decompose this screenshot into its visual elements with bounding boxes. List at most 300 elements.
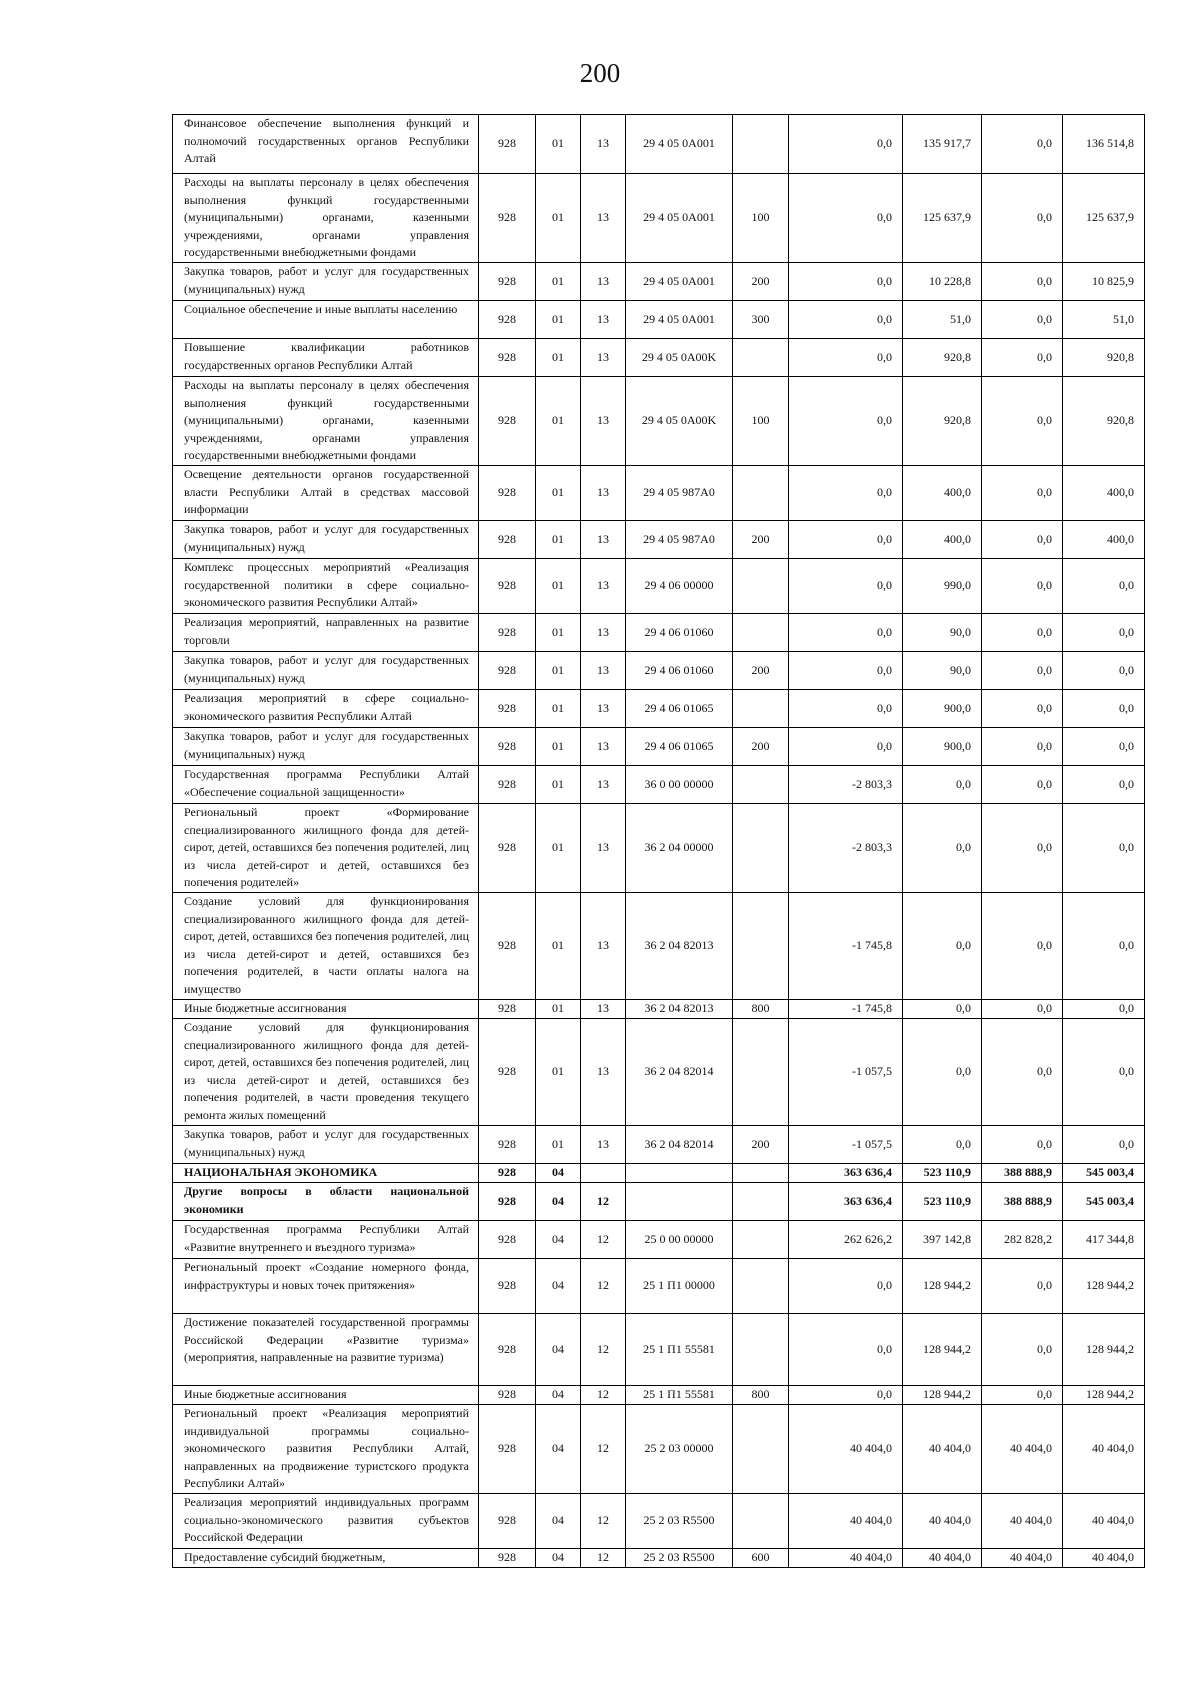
subsection-code-cell: 13 [581,115,626,174]
section-code-cell: 01 [536,339,581,377]
table-row [173,1405,1145,1494]
amount-cell-4: 51,0 [1063,301,1145,339]
amount-cell-3: 0,0 [982,804,1063,893]
subsection-code-cell: 13 [581,614,626,652]
section-code-cell: 04 [536,1405,581,1494]
subsection-code-cell [581,1164,626,1183]
amount-cell-2: 523 110,9 [903,1183,982,1221]
table-row [173,1386,1145,1405]
amount-cell-2: 10 228,8 [903,263,982,301]
amount-cell-2: 0,0 [903,893,982,1000]
amount-cell-3: 388 888,9 [982,1164,1063,1183]
expense-type-cell: 100 [733,174,789,263]
target-article-cell: 36 2 04 82014 [626,1019,733,1126]
amount-cell-2: 397 142,8 [903,1221,982,1259]
section-code-cell: 01 [536,1000,581,1019]
section-code-cell: 01 [536,115,581,174]
amount-cell-2: 920,8 [903,377,982,466]
table-row [173,1221,1145,1259]
subsection-code-cell: 13 [581,893,626,1000]
section-code-cell: 01 [536,893,581,1000]
amount-cell-4: 0,0 [1063,728,1145,766]
row-name-cell: Закупка товаров, работ и услуг для государственных (муниципальных) нужд [173,1126,479,1164]
expense-type-cell: 200 [733,1126,789,1164]
target-article-cell: 29 4 06 01065 [626,690,733,728]
ministry-code-cell: 928 [479,1549,536,1568]
subsection-code-cell: 12 [581,1386,626,1405]
subsection-code-cell: 12 [581,1259,626,1314]
ministry-code-cell: 928 [479,115,536,174]
amount-cell-1: -1 745,8 [789,1000,903,1019]
target-article-cell: 36 0 00 00000 [626,766,733,804]
amount-cell-1: 0,0 [789,377,903,466]
target-article-cell: 29 4 05 0A001 [626,115,733,174]
amount-cell-2: 400,0 [903,466,982,521]
expense-type-cell [733,1494,789,1549]
table-row [173,339,1145,377]
amount-cell-2: 0,0 [903,766,982,804]
amount-cell-1: 0,0 [789,115,903,174]
row-name-cell: Реализация мероприятий в сфере социально-экономического развития Республики Алтай [173,690,479,728]
ministry-code-cell: 928 [479,893,536,1000]
row-name-cell: Расходы на выплаты персоналу в целях обеспечения выполнения функций государственными (муниципальными) органами, казенными учреждениями, органами управления государственными внебюджетными фондами [173,174,479,263]
amount-cell-3: 0,0 [982,652,1063,690]
target-article-cell: 25 0 00 00000 [626,1221,733,1259]
row-name-cell: Реализация мероприятий, направленных на развитие торговли [173,614,479,652]
target-article-cell: 29 4 05 0A001 [626,301,733,339]
amount-cell-3: 40 404,0 [982,1494,1063,1549]
amount-cell-1: 0,0 [789,301,903,339]
amount-cell-4: 0,0 [1063,1000,1145,1019]
amount-cell-3: 0,0 [982,893,1063,1000]
ministry-code-cell: 928 [479,1259,536,1314]
subsection-code-cell: 13 [581,804,626,893]
expense-type-cell [733,1221,789,1259]
amount-cell-3: 0,0 [982,766,1063,804]
target-article-cell: 25 2 03 00000 [626,1405,733,1494]
table-row [173,1019,1145,1126]
table-row [173,377,1145,466]
row-name-cell: Предоставление субсидий бюджетным, [173,1549,479,1568]
row-name-cell: Повышение квалификации работников государственных органов Республики Алтай [173,339,479,377]
row-name-cell: Закупка товаров, работ и услуг для государственных (муниципальных) нужд [173,728,479,766]
expense-type-cell [733,339,789,377]
amount-cell-1: -1 745,8 [789,893,903,1000]
table-row [173,1259,1145,1314]
expense-type-cell [733,115,789,174]
target-article-cell [626,1183,733,1221]
amount-cell-3: 0,0 [982,559,1063,614]
expense-type-cell [733,690,789,728]
expense-type-cell [733,559,789,614]
amount-cell-2: 135 917,7 [903,115,982,174]
ministry-code-cell: 928 [479,614,536,652]
row-name-cell: Создание условий для функционирования специализированного жилищного фонда для детей-сирот, детей, оставшихся без попечения родителей, лиц из числа детей-сирот и детей, оставшихся без попечения родителей, в части оплаты налога на имущество [173,893,479,1000]
amount-cell-4: 920,8 [1063,339,1145,377]
subsection-code-cell: 12 [581,1221,626,1259]
amount-cell-1: 0,0 [789,466,903,521]
ministry-code-cell: 928 [479,1494,536,1549]
ministry-code-cell: 928 [479,1019,536,1126]
subsection-code-cell: 13 [581,521,626,559]
target-article-cell: 25 1 П1 00000 [626,1259,733,1314]
amount-cell-1: 40 404,0 [789,1549,903,1568]
amount-cell-1: 0,0 [789,690,903,728]
section-code-cell: 01 [536,377,581,466]
amount-cell-2: 128 944,2 [903,1259,982,1314]
amount-cell-3: 0,0 [982,1386,1063,1405]
amount-cell-2: 523 110,9 [903,1164,982,1183]
amount-cell-1: 40 404,0 [789,1405,903,1494]
ministry-code-cell: 928 [479,301,536,339]
ministry-code-cell: 928 [479,1126,536,1164]
row-name-cell: Другие вопросы в области национальной экономики [173,1183,479,1221]
table-row [173,559,1145,614]
section-code-cell: 01 [536,728,581,766]
row-name-cell: Освещение деятельности органов государственной власти Республики Алтай в средствах массовой информации [173,466,479,521]
amount-cell-3: 0,0 [982,614,1063,652]
amount-cell-2: 40 404,0 [903,1549,982,1568]
amount-cell-4: 128 944,2 [1063,1259,1145,1314]
subsection-code-cell: 13 [581,1019,626,1126]
target-article-cell: 29 4 06 01060 [626,614,733,652]
section-code-cell: 04 [536,1314,581,1386]
subsection-code-cell: 13 [581,728,626,766]
ministry-code-cell: 928 [479,559,536,614]
expense-type-cell: 300 [733,301,789,339]
amount-cell-1: 0,0 [789,728,903,766]
row-name-cell: Закупка товаров, работ и услуг для государственных (муниципальных) нужд [173,263,479,301]
subsection-code-cell: 13 [581,766,626,804]
subsection-code-cell: 13 [581,690,626,728]
row-name-cell: Финансовое обеспечение выполнения функций и полномочий государственных органов Республики Алтай [173,115,479,174]
section-code-cell: 01 [536,301,581,339]
ministry-code-cell: 928 [479,1221,536,1259]
table-row [173,766,1145,804]
section-code-cell: 04 [536,1183,581,1221]
expense-type-cell [733,1183,789,1221]
page-number: 200 [579,58,621,88]
amount-cell-3: 0,0 [982,1019,1063,1126]
target-article-cell: 36 2 04 82013 [626,893,733,1000]
row-name-cell: Комплекс процессных мероприятий «Реализация государственной политики в сфере социально-экономического развития Республики Алтай» [173,559,479,614]
subsection-code-cell: 13 [581,466,626,521]
amount-cell-2: 0,0 [903,1019,982,1126]
amount-cell-2: 90,0 [903,614,982,652]
amount-cell-2: 990,0 [903,559,982,614]
amount-cell-1: 0,0 [789,339,903,377]
amount-cell-2: 900,0 [903,728,982,766]
amount-cell-4: 417 344,8 [1063,1221,1145,1259]
ministry-code-cell: 928 [479,1000,536,1019]
expense-type-cell: 200 [733,521,789,559]
amount-cell-4: 545 003,4 [1063,1164,1145,1183]
section-code-cell: 04 [536,1386,581,1405]
amount-cell-4: 920,8 [1063,377,1145,466]
target-article-cell: 29 4 05 987A0 [626,521,733,559]
section-code-cell: 01 [536,174,581,263]
amount-cell-1: 0,0 [789,1386,903,1405]
section-code-cell: 01 [536,652,581,690]
budget-table-body [173,115,1145,1568]
subsection-code-cell: 12 [581,1314,626,1386]
expense-type-cell: 800 [733,1386,789,1405]
amount-cell-3: 0,0 [982,690,1063,728]
ministry-code-cell: 928 [479,1314,536,1386]
section-code-cell: 01 [536,614,581,652]
amount-cell-1: 363 636,4 [789,1183,903,1221]
section-code-cell: 04 [536,1259,581,1314]
row-name-cell: Региональный проект «Формирование специализированного жилищного фонда для детей-сирот, детей, оставшихся без попечения родителей, лиц из числа детей-сирот и детей, оставшихся без попечения родителей» [173,804,479,893]
target-article-cell: 25 2 03 R5500 [626,1549,733,1568]
amount-cell-2: 0,0 [903,1126,982,1164]
amount-cell-1: -1 057,5 [789,1126,903,1164]
target-article-cell: 25 1 П1 55581 [626,1314,733,1386]
amount-cell-3: 0,0 [982,174,1063,263]
expense-type-cell [733,1314,789,1386]
row-name-cell: Иные бюджетные ассигнования [173,1386,479,1405]
amount-cell-3: 388 888,9 [982,1183,1063,1221]
amount-cell-1: 0,0 [789,614,903,652]
expense-type-cell: 200 [733,263,789,301]
row-name-cell: НАЦИОНАЛЬНАЯ ЭКОНОМИКА [173,1164,479,1183]
target-article-cell: 29 4 06 01065 [626,728,733,766]
amount-cell-4: 0,0 [1063,652,1145,690]
budget-table [172,114,1145,1568]
table-row [173,804,1145,893]
target-article-cell [626,1164,733,1183]
amount-cell-1: 363 636,4 [789,1164,903,1183]
ministry-code-cell: 928 [479,377,536,466]
amount-cell-4: 40 404,0 [1063,1405,1145,1494]
table-row [173,115,1145,174]
amount-cell-1: 0,0 [789,1259,903,1314]
ministry-code-cell: 928 [479,174,536,263]
ministry-code-cell: 928 [479,728,536,766]
amount-cell-1: 0,0 [789,174,903,263]
amount-cell-1: 0,0 [789,521,903,559]
row-name-cell: Государственная программа Республики Алтай «Обеспечение социальной защищенности» [173,766,479,804]
row-name-cell: Региональный проект «Создание номерного фонда, инфраструктуры и новых точек притяжения» [173,1259,479,1314]
amount-cell-2: 125 637,9 [903,174,982,263]
target-article-cell: 36 2 04 82014 [626,1126,733,1164]
amount-cell-2: 900,0 [903,690,982,728]
subsection-code-cell: 13 [581,263,626,301]
target-article-cell: 36 2 04 82013 [626,1000,733,1019]
subsection-code-cell: 13 [581,1000,626,1019]
expense-type-cell: 200 [733,728,789,766]
amount-cell-4: 545 003,4 [1063,1183,1145,1221]
amount-cell-4: 0,0 [1063,614,1145,652]
amount-cell-3: 0,0 [982,339,1063,377]
amount-cell-2: 920,8 [903,339,982,377]
amount-cell-4: 0,0 [1063,690,1145,728]
row-name-cell: Реализация мероприятий индивидуальных программ социально-экономического развития субъектов Российской Федерации [173,1494,479,1549]
section-code-cell: 01 [536,1019,581,1126]
ministry-code-cell: 928 [479,1183,536,1221]
expense-type-cell: 200 [733,652,789,690]
expense-type-cell [733,893,789,1000]
amount-cell-2: 40 404,0 [903,1494,982,1549]
subsection-code-cell: 13 [581,559,626,614]
expense-type-cell [733,466,789,521]
row-name-cell: Региональный проект «Реализация мероприятий индивидуальной программы социально-экономического развития Республики Алтай, направленных на продвижение туристского продукта Республики Алтай» [173,1405,479,1494]
amount-cell-2: 0,0 [903,804,982,893]
amount-cell-4: 0,0 [1063,559,1145,614]
section-code-cell: 01 [536,466,581,521]
amount-cell-1: 40 404,0 [789,1494,903,1549]
expense-type-cell: 600 [733,1549,789,1568]
target-article-cell: 29 4 05 0A001 [626,263,733,301]
amount-cell-3: 0,0 [982,1314,1063,1386]
amount-cell-1: 0,0 [789,263,903,301]
amount-cell-2: 128 944,2 [903,1386,982,1405]
table-row [173,1000,1145,1019]
ministry-code-cell: 928 [479,652,536,690]
amount-cell-3: 0,0 [982,521,1063,559]
ministry-code-cell: 928 [479,521,536,559]
table-row [173,1314,1145,1386]
amount-cell-3: 0,0 [982,728,1063,766]
subsection-code-cell: 13 [581,1126,626,1164]
table-row [173,1164,1145,1183]
amount-cell-4: 0,0 [1063,804,1145,893]
amount-cell-3: 282 828,2 [982,1221,1063,1259]
table-row [173,466,1145,521]
expense-type-cell [733,1019,789,1126]
expense-type-cell [733,804,789,893]
ministry-code-cell: 928 [479,1386,536,1405]
ministry-code-cell: 928 [479,339,536,377]
expense-type-cell: 100 [733,377,789,466]
section-code-cell: 01 [536,559,581,614]
table-row [173,690,1145,728]
ministry-code-cell: 928 [479,804,536,893]
amount-cell-3: 0,0 [982,263,1063,301]
row-name-cell: Иные бюджетные ассигнования [173,1000,479,1019]
subsection-code-cell: 13 [581,301,626,339]
row-name-cell: Государственная программа Республики Алтай «Развитие внутреннего и въездного туризма» [173,1221,479,1259]
ministry-code-cell: 928 [479,466,536,521]
amount-cell-4: 136 514,8 [1063,115,1145,174]
table-row [173,1494,1145,1549]
target-article-cell: 29 4 05 987A0 [626,466,733,521]
amount-cell-1: -1 057,5 [789,1019,903,1126]
amount-cell-2: 51,0 [903,301,982,339]
subsection-code-cell: 12 [581,1405,626,1494]
target-article-cell: 29 4 06 01060 [626,652,733,690]
table-row [173,614,1145,652]
table-row [173,521,1145,559]
section-code-cell: 04 [536,1494,581,1549]
section-code-cell: 04 [536,1549,581,1568]
amount-cell-1: 0,0 [789,652,903,690]
ministry-code-cell: 928 [479,263,536,301]
expense-type-cell [733,1164,789,1183]
table-row [173,301,1145,339]
expense-type-cell [733,1405,789,1494]
target-article-cell: 36 2 04 00000 [626,804,733,893]
section-code-cell: 04 [536,1164,581,1183]
subsection-code-cell: 12 [581,1494,626,1549]
amount-cell-1: -2 803,3 [789,766,903,804]
amount-cell-4: 125 637,9 [1063,174,1145,263]
section-code-cell: 01 [536,690,581,728]
table-row [173,652,1145,690]
ministry-code-cell: 928 [479,690,536,728]
row-name-cell: Закупка товаров, работ и услуг для государственных (муниципальных) нужд [173,652,479,690]
ministry-code-cell: 928 [479,766,536,804]
section-code-cell: 01 [536,521,581,559]
amount-cell-3: 0,0 [982,1000,1063,1019]
table-row [173,1183,1145,1221]
amount-cell-3: 0,0 [982,301,1063,339]
amount-cell-3: 0,0 [982,466,1063,521]
amount-cell-2: 128 944,2 [903,1314,982,1386]
amount-cell-3: 0,0 [982,1259,1063,1314]
target-article-cell: 25 1 П1 55581 [626,1386,733,1405]
table-row [173,263,1145,301]
subsection-code-cell: 13 [581,377,626,466]
amount-cell-3: 0,0 [982,377,1063,466]
target-article-cell: 29 4 05 0A00K [626,339,733,377]
amount-cell-1: 0,0 [789,559,903,614]
row-name-cell: Создание условий для функционирования специализированного жилищного фонда для детей-сирот, детей, оставшихся без попечения родителей, лиц из числа детей-сирот и детей, оставшихся без попечения родителей, в части проведения текущего ремонта жилых помещений [173,1019,479,1126]
row-name-cell: Социальное обеспечение и иные выплаты населению [173,301,479,339]
table-row [173,728,1145,766]
amount-cell-1: 262 626,2 [789,1221,903,1259]
amount-cell-4: 0,0 [1063,766,1145,804]
amount-cell-4: 400,0 [1063,521,1145,559]
row-name-cell: Закупка товаров, работ и услуг для государственных (муниципальных) нужд [173,521,479,559]
target-article-cell: 25 2 03 R5500 [626,1494,733,1549]
section-code-cell: 01 [536,1126,581,1164]
ministry-code-cell: 928 [479,1164,536,1183]
section-code-cell: 01 [536,804,581,893]
amount-cell-4: 0,0 [1063,1019,1145,1126]
subsection-code-cell: 13 [581,652,626,690]
amount-cell-4: 40 404,0 [1063,1494,1145,1549]
amount-cell-3: 0,0 [982,1126,1063,1164]
amount-cell-3: 40 404,0 [982,1549,1063,1568]
row-name-cell: Достижение показателей государственной программы Российской Федерации «Развитие туризма» (мероприятия, направленные на развитие туризма) [173,1314,479,1386]
amount-cell-4: 0,0 [1063,1126,1145,1164]
table-row [173,893,1145,1000]
expense-type-cell [733,1259,789,1314]
amount-cell-3: 40 404,0 [982,1405,1063,1494]
expense-type-cell: 800 [733,1000,789,1019]
subsection-code-cell: 13 [581,339,626,377]
table-row [173,1126,1145,1164]
target-article-cell: 29 4 05 0A001 [626,174,733,263]
amount-cell-1: -2 803,3 [789,804,903,893]
subsection-code-cell: 12 [581,1549,626,1568]
table-row [173,174,1145,263]
amount-cell-2: 40 404,0 [903,1405,982,1494]
target-article-cell: 29 4 05 0A00K [626,377,733,466]
amount-cell-2: 0,0 [903,1000,982,1019]
amount-cell-3: 0,0 [982,115,1063,174]
subsection-code-cell: 13 [581,174,626,263]
amount-cell-2: 400,0 [903,521,982,559]
section-code-cell: 01 [536,263,581,301]
expense-type-cell [733,766,789,804]
amount-cell-4: 10 825,9 [1063,263,1145,301]
expense-type-cell [733,614,789,652]
subsection-code-cell: 12 [581,1183,626,1221]
amount-cell-4: 0,0 [1063,893,1145,1000]
amount-cell-4: 40 404,0 [1063,1549,1145,1568]
